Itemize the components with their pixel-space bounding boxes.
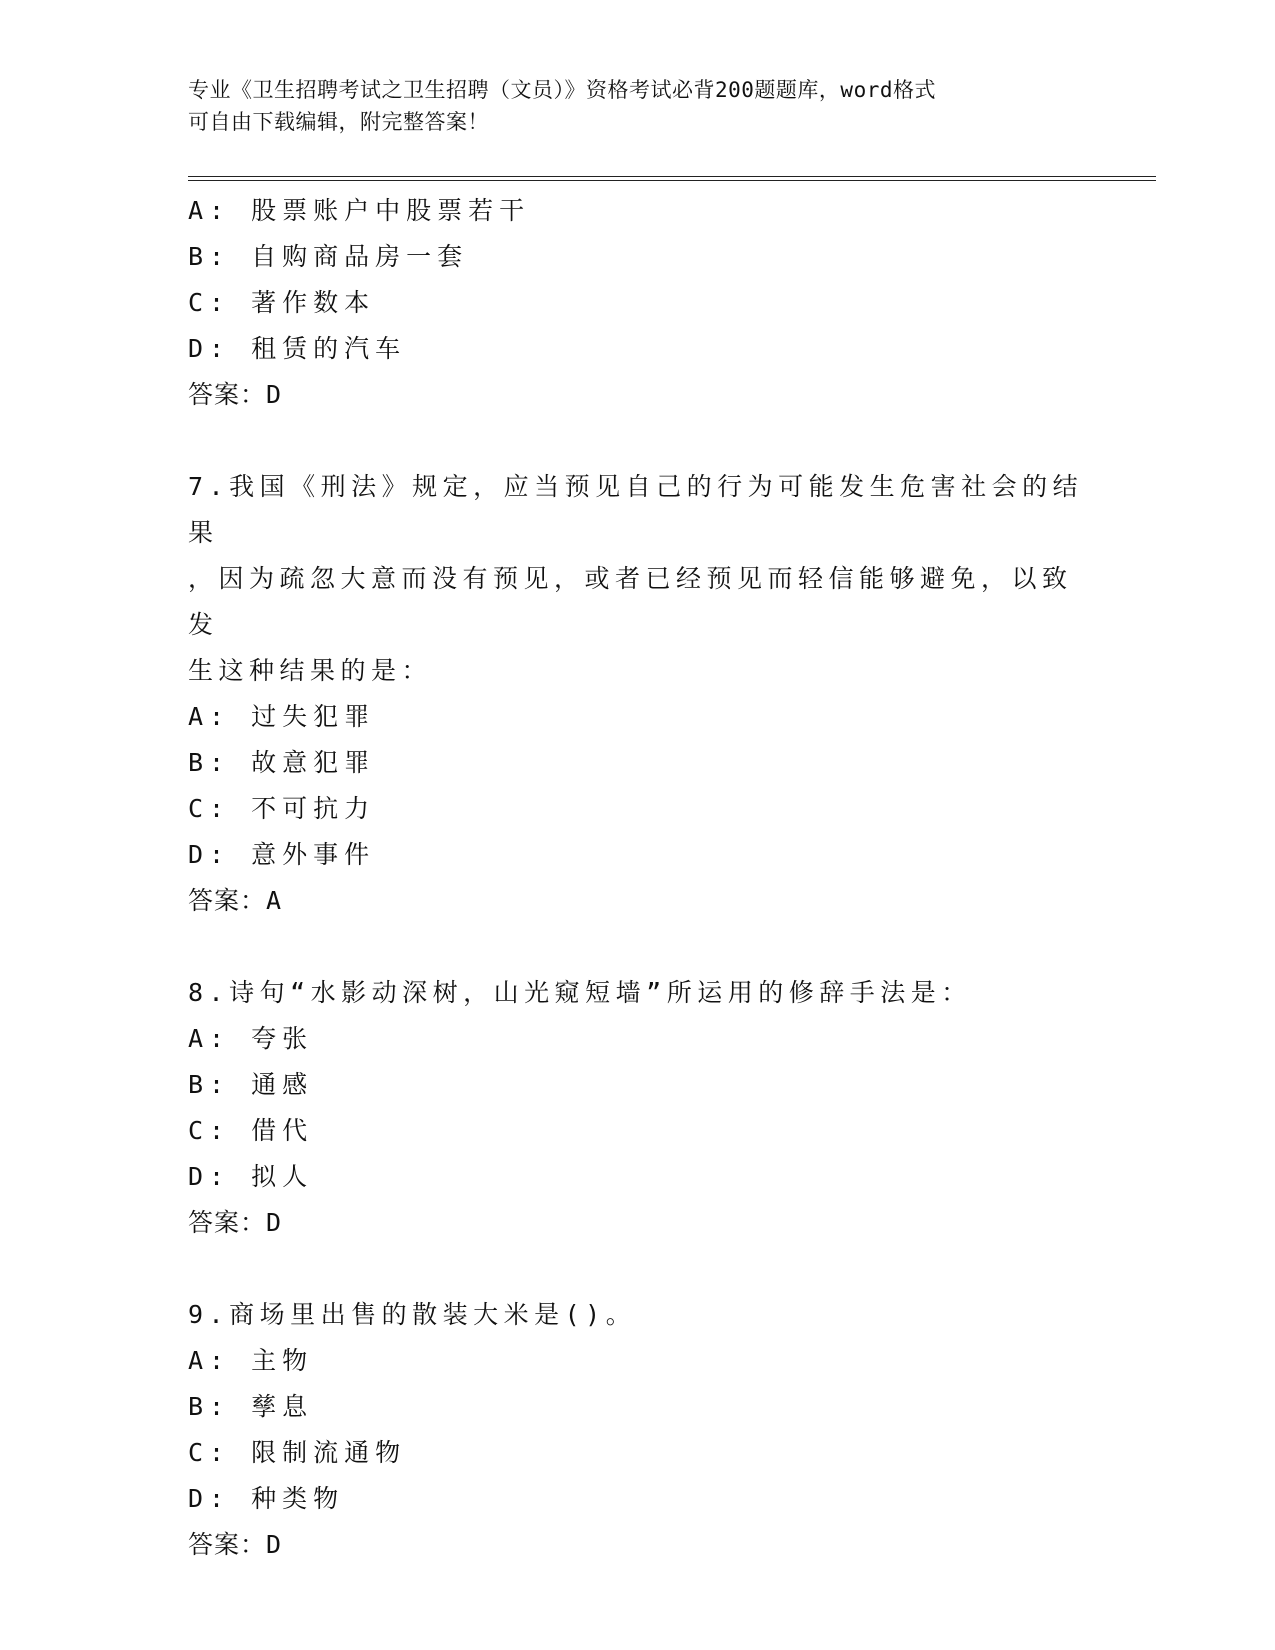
answer-line: 答案：D [188, 1208, 283, 1237]
answer-line: 答案：D [188, 380, 283, 409]
option-d: D: 意外事件 [188, 840, 376, 869]
option-a: A: 主物 [188, 1346, 314, 1375]
option-d: D: 拟人 [188, 1162, 314, 1191]
document-header [188, 74, 1068, 138]
header-divider [188, 176, 1156, 181]
question-text-line: 9.商场里出售的散装大米是()。 [188, 1300, 637, 1329]
option-d: D: 租赁的汽车 [188, 334, 407, 363]
question-block-prev [188, 188, 1088, 418]
question-text-line: ，因为疏忽大意而没有预见，或者已经预见而轻信能够避免，以致发 [188, 564, 1073, 639]
question-text-line: 7.我国《刑法》规定，应当预见自己的行为可能发生危害社会的结果 [188, 472, 1084, 547]
option-a: A: 夸张 [188, 1024, 314, 1053]
header-line-1: 专业《卫生招聘考试之卫生招聘（文员）》资格考试必背200题题库，word格式 [188, 78, 936, 102]
header-line-2: 可自由下载编辑，附完整答案！ [188, 110, 489, 134]
option-c: C: 限制流通物 [188, 1438, 407, 1467]
option-d: D: 种类物 [188, 1484, 345, 1513]
option-b: B: 孳息 [188, 1392, 314, 1421]
question-content [188, 188, 1088, 1568]
option-b: B: 自购商品房一套 [188, 242, 469, 271]
option-b: B: 通感 [188, 1070, 314, 1099]
answer-line: 答案：D [188, 1530, 283, 1559]
option-a: A: 过失犯罪 [188, 702, 376, 731]
answer-line: 答案：A [188, 886, 283, 915]
option-c: C: 借代 [188, 1116, 314, 1145]
question-text-line: 生这种结果的是： [188, 656, 433, 685]
option-c: C: 不可抗力 [188, 794, 376, 823]
question-block-9 [188, 1292, 1088, 1568]
question-text-line: 8.诗句“水影动深树，山光窥短墙”所运用的修辞手法是： [188, 978, 972, 1007]
option-a: A: 股票账户中股票若干 [188, 196, 531, 225]
question-block-8 [188, 970, 1088, 1246]
question-block-7 [188, 464, 1088, 924]
option-c: C: 著作数本 [188, 288, 376, 317]
option-b: B: 故意犯罪 [188, 748, 376, 777]
